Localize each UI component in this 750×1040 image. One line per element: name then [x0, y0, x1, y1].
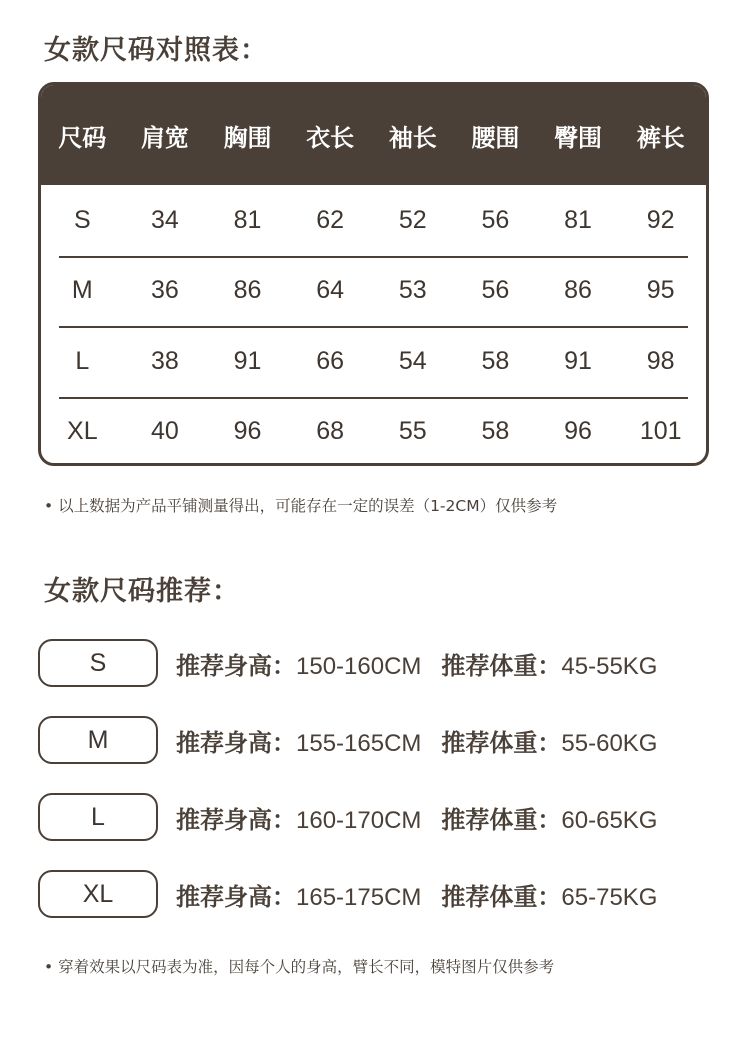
header-length: 衣长: [306, 123, 355, 152]
table-cell: 58: [481, 346, 510, 375]
header-bust: 胸围: [223, 123, 272, 152]
weight-label: 推荐体重：: [441, 882, 562, 911]
table-cell: 36: [151, 276, 179, 305]
table-cell: 56: [481, 276, 510, 305]
table-cell: 55: [398, 417, 427, 446]
header-hip: 臀围: [554, 123, 603, 152]
height-label: 推荐身高：: [176, 728, 296, 757]
recommendation-text: [176, 800, 657, 835]
measurement-note: • 以上数据为产品平铺测量得出，可能存在一定的误差（1-2CM）仅供参考: [44, 497, 558, 515]
table-cell: L: [75, 346, 90, 375]
table-cell: 81: [233, 205, 262, 234]
table-row: [41, 397, 706, 467]
table-cell: 96: [564, 417, 592, 446]
height-label: 推荐身高：: [176, 651, 296, 680]
table-cell: 62: [316, 205, 345, 234]
recommendation-text: [176, 646, 657, 681]
weight-label: 推荐体重：: [441, 651, 562, 680]
size-pill: L: [38, 793, 158, 841]
table-cell: 96: [233, 417, 262, 446]
weight-label: 推荐体重：: [441, 728, 562, 757]
table-cell: 98: [646, 346, 675, 375]
table-row: [41, 326, 706, 397]
table-cell: 58: [481, 417, 510, 446]
table-cell: 52: [398, 205, 427, 234]
table-cell: 86: [233, 276, 262, 305]
table-cell: M: [71, 276, 93, 305]
table-cell: S: [73, 205, 91, 234]
size-chart-title: 女款尺码对照表：: [44, 35, 268, 66]
header-sleeve: 袖长: [388, 123, 437, 152]
header-pants-length: 裤长: [636, 123, 685, 152]
table-cell: 40: [151, 417, 179, 446]
table-cell: 92: [646, 205, 675, 234]
recommendation-text: [176, 877, 657, 912]
table-cell: 66: [316, 346, 345, 375]
size-pill: XL: [38, 870, 158, 918]
table-cell: 64: [316, 276, 345, 305]
table-cell: 38: [151, 346, 179, 375]
weight-value: 60-65KG: [561, 806, 658, 834]
size-pill: S: [38, 639, 158, 687]
table-cell: 53: [398, 276, 427, 305]
weight-value: 65-75KG: [561, 883, 658, 911]
height-label: 推荐身高：: [176, 805, 296, 834]
header-shoulder: 肩宽: [140, 123, 189, 152]
height-label: 推荐身高：: [176, 882, 296, 911]
table-cell: 86: [564, 276, 592, 305]
height-value: 165-175CM: [296, 883, 422, 911]
table-cell: 54: [398, 346, 427, 375]
table-cell: 56: [481, 205, 510, 234]
table-cell: 34: [151, 205, 179, 234]
table-cell: 91: [564, 346, 592, 375]
weight-value: 45-55KG: [561, 652, 658, 680]
fit-note: • 穿着效果以尺码表为准，因每个人的身高，臂长不同，模特图片仅供参考: [44, 958, 555, 976]
weight-label: 推荐体重：: [441, 805, 562, 834]
table-cell: 95: [646, 276, 675, 305]
recommendation-row: [38, 714, 657, 766]
recommendation-row: [38, 637, 657, 689]
table-cell: 68: [316, 417, 345, 446]
recommendation-row: [38, 791, 657, 843]
table-row: [41, 185, 706, 256]
table-cell: XL: [67, 417, 98, 446]
size-pill: M: [38, 716, 158, 764]
recommendation-text: [176, 723, 657, 758]
table-cell: 91: [233, 346, 262, 375]
header-size: 尺码: [58, 123, 107, 152]
table-cell: 101: [639, 417, 682, 446]
header-waist: 腰围: [471, 123, 520, 152]
table-body: [41, 185, 706, 466]
size-table: [38, 82, 709, 466]
height-value: 155-165CM: [296, 729, 422, 757]
height-value: 160-170CM: [296, 806, 422, 834]
weight-value: 55-60KG: [561, 729, 658, 757]
size-recommendation-title: 女款尺码推荐：: [44, 576, 240, 607]
table-row: [41, 256, 706, 327]
table-header: [41, 85, 706, 185]
table-cell: 81: [564, 205, 592, 234]
recommendation-row: [38, 868, 657, 920]
height-value: 150-160CM: [296, 652, 422, 680]
